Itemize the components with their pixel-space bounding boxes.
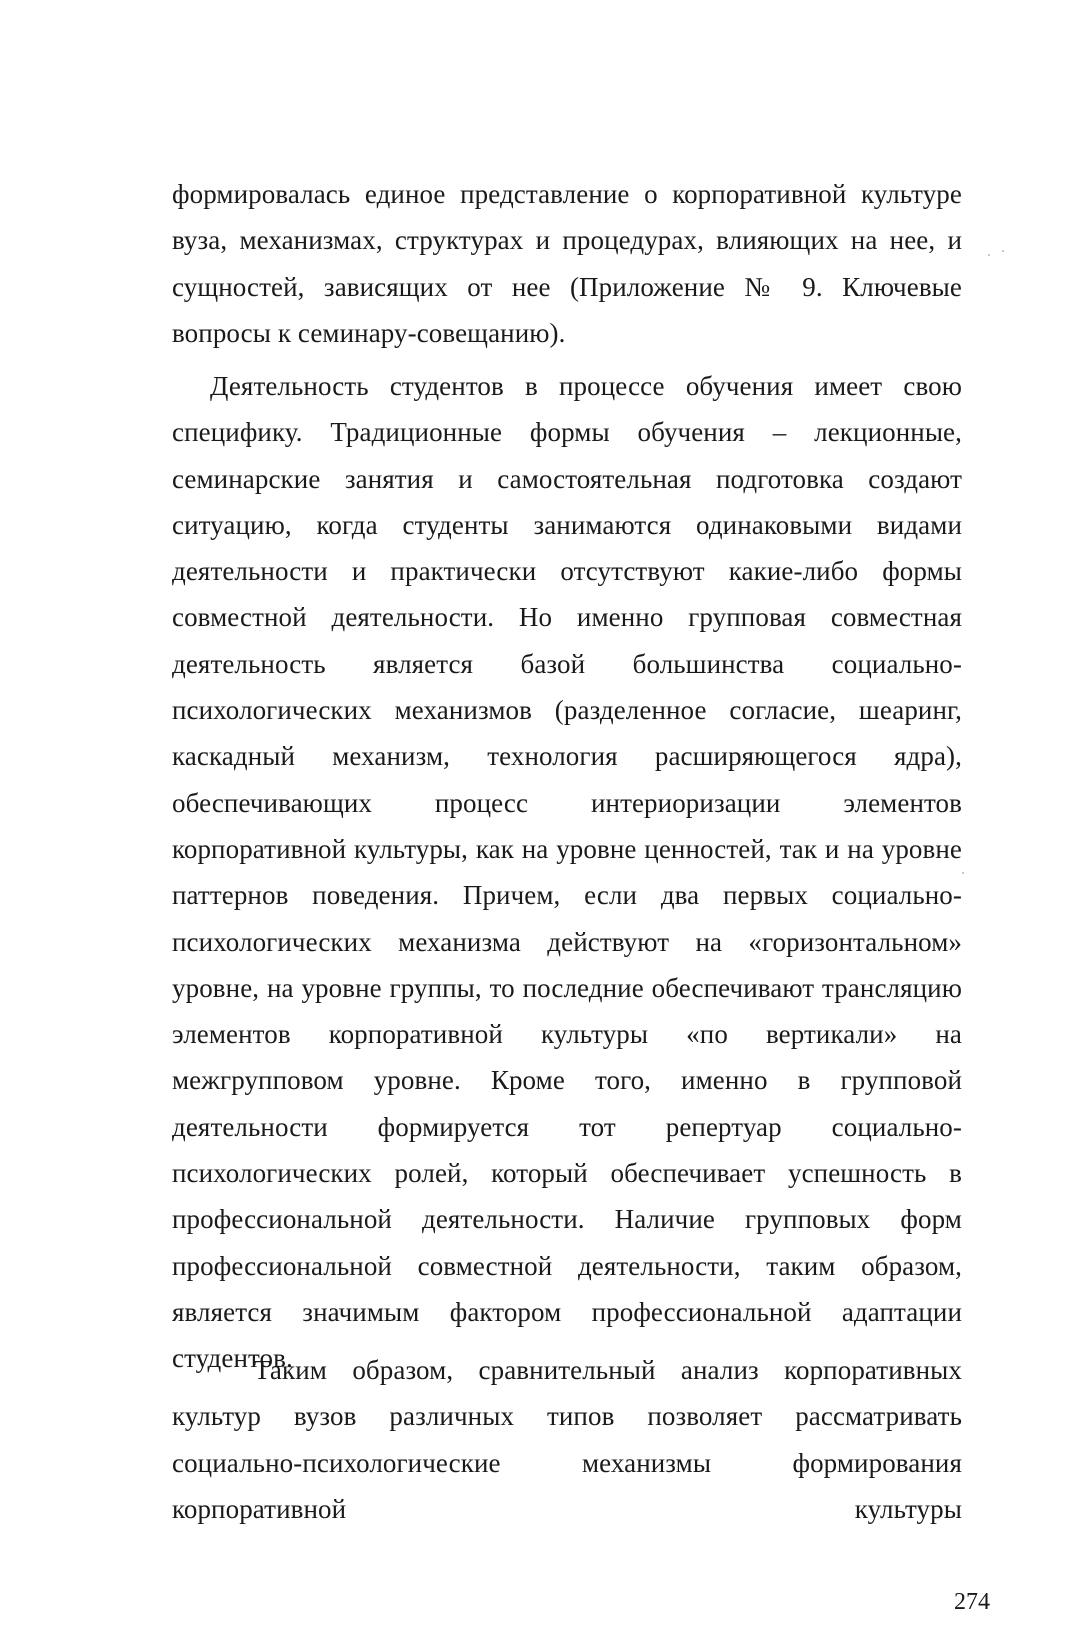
paragraph-3: Таким образом, сравнительный анализ корпоративных культур вузов различных типов позволяет рассматривать социально-психологические механизмы формирования корпоративной культуры <box>172 1355 962 1524</box>
scan-speck <box>988 254 990 256</box>
scan-speck <box>962 872 964 874</box>
page-number: 274 <box>954 1589 990 1615</box>
paragraph-2: Деятельность студентов в процессе обучения имеет свою специфику. Традиционные формы обучения – лекционные, семинарские занятия и самостоятельная подготовка создают ситуацию, когда студенты занимаются одинаковыми видами деятельности и практически отсутствуют какие-либо формы совместной деятельности. Но именно групповая совместная деятельность является базой большинства социально-психологических механизмов (разделенное согласие, шеаринг, каскадный механизм, технология расширяющегося ядра), обеспечивающих процесс интериоризации элементов корпоративной культуры, как на уровне ценностей, так и на уровне паттернов поведения. Причем, если два первых социально-психологических механизма действуют на «горизонтальном» уровне, на уровне группы, то последние обеспечивают трансляцию элементов корпоративной культуры «по вертикали» на межгрупповом уровне. Кроме того, именно в групповой деятельности формируется тот репертуар социально-психологических ролей, который обеспечивает успешность в профессиональной деятельности. Наличие групповых форм профессиональной совместной деятельности, таким образом, является значимым фактором профессиональной адаптации студентов. <box>172 371 962 1374</box>
paragraph-1: формировалась единое представление о корпоративной культуре вуза, механизмах, структурах и процедурах, влияющих на нее, и сущностей, зависящих от нее (Приложение № 9. Ключевые вопросы к семинару-совещанию). <box>172 179 962 348</box>
scan-speck <box>1002 250 1004 252</box>
